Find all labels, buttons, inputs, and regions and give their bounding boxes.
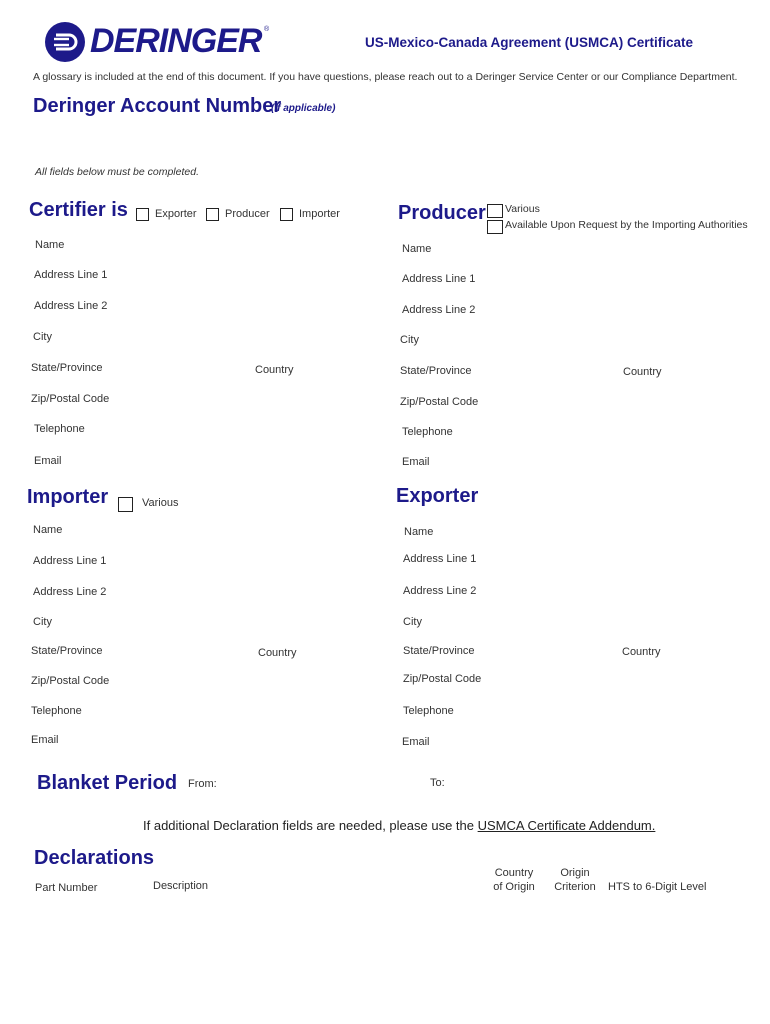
certifier-zip-label: Zip/Postal Code <box>31 393 110 405</box>
exporter-email-label: Email <box>402 736 430 748</box>
exporter-telephone-label: Telephone <box>403 705 454 717</box>
producer-various-checkbox[interactable] <box>487 204 503 218</box>
importer-name-label: Name <box>33 524 63 536</box>
producer-zip-label: Zip/Postal Code <box>400 396 479 408</box>
producer-upon-request-checkbox[interactable] <box>487 220 503 234</box>
certifier-email-label: Email <box>34 455 62 467</box>
producer-various-label: Various <box>505 203 540 215</box>
producer-telephone-label: Telephone <box>402 426 453 438</box>
document-title: US-Mexico-Canada Agreement (USMCA) Certificate <box>365 35 694 50</box>
importer-zip-label: Zip/Postal Code <box>31 675 110 687</box>
exporter-title: Exporter <box>396 485 479 507</box>
column-part-number: Part Number <box>35 882 98 894</box>
column-description: Description <box>153 880 209 892</box>
intro-text: A glossary is included at the end of this document. If you have questions, please reach out to a Deringer Service Center or our Compliance Department. <box>33 71 738 83</box>
exporter-state-label: State/Province <box>403 645 475 657</box>
importer-email-label: Email <box>31 734 59 746</box>
importer-country-label: Country <box>258 647 297 659</box>
account-number-field[interactable] <box>350 100 740 114</box>
logo-mark-icon <box>45 22 85 62</box>
producer-state-label: State/Province <box>400 365 472 377</box>
certifier-telephone-label: Telephone <box>34 423 85 435</box>
column-country-of-origin <box>488 866 540 894</box>
certifier-state-label: State/Province <box>31 362 103 374</box>
importer-various-label: Various <box>142 497 179 509</box>
blanket-period-title: Blanket Period <box>37 772 178 794</box>
certifier-importer-checkbox[interactable] <box>280 208 293 221</box>
logo-text: DERINGER <box>90 22 262 60</box>
blanket-to-label: To: <box>430 777 445 789</box>
producer-name-label: Name <box>402 243 432 255</box>
producer-title: Producer <box>398 202 486 224</box>
column-country-line1: Country <box>494 867 534 879</box>
blanket-from-label: From: <box>188 778 217 790</box>
importer-address2-label: Address Line 2 <box>33 586 107 598</box>
importer-telephone-label: Telephone <box>31 705 82 717</box>
producer-address2-label: Address Line 2 <box>402 304 476 316</box>
certifier-producer-checkbox[interactable] <box>206 208 219 221</box>
importer-address1-label: Address Line 1 <box>33 555 107 567</box>
column-criterion-line2: Criterion <box>554 881 596 893</box>
blanket-from-field[interactable] <box>220 776 390 790</box>
blanket-to-field[interactable] <box>450 776 700 790</box>
exporter-address1-label: Address Line 1 <box>403 553 477 565</box>
producer-address1-label: Address Line 1 <box>402 273 476 285</box>
certifier-title: Certifier is <box>29 199 128 221</box>
exporter-name-label: Name <box>404 526 434 538</box>
column-hts: HTS to 6-Digit Level <box>608 881 707 893</box>
certifier-address1-label: Address Line 1 <box>34 269 108 281</box>
account-number-note: (If applicable) <box>271 103 336 114</box>
certifier-producer-label: Producer <box>225 208 270 220</box>
certifier-city-label: City <box>33 331 52 343</box>
certifier-exporter-checkbox[interactable] <box>136 208 149 221</box>
certifier-importer-label: Importer <box>299 208 340 220</box>
exporter-address2-label: Address Line 2 <box>403 585 477 597</box>
producer-email-label: Email <box>402 456 430 468</box>
certifier-name-label: Name <box>35 239 65 251</box>
account-number-title: Deringer Account Number <box>33 95 282 117</box>
addendum-note <box>143 818 655 833</box>
exporter-zip-label: Zip/Postal Code <box>403 673 482 685</box>
exporter-country-label: Country <box>622 646 661 658</box>
column-origin-criterion <box>549 866 601 894</box>
column-country-line2: of Origin <box>493 881 535 893</box>
logo-trademark: ® <box>264 26 270 33</box>
producer-city-label: City <box>400 334 419 346</box>
producer-country-label: Country <box>623 366 662 378</box>
certifier-exporter-label: Exporter <box>155 208 197 220</box>
exporter-city-label: City <box>403 616 422 628</box>
certifier-address2-label: Address Line 2 <box>34 300 108 312</box>
importer-title: Importer <box>27 486 109 508</box>
certifier-country-label: Country <box>255 364 294 376</box>
addendum-text: If additional Declaration fields are needed, please use the <box>143 818 478 833</box>
importer-city-label: City <box>33 616 52 628</box>
producer-upon-request-label: Available Upon Request by the Importing Authorities <box>505 219 748 231</box>
column-criterion-line1: Origin <box>560 867 590 879</box>
all-fields-note: All fields below must be completed. <box>35 166 199 178</box>
addendum-link[interactable]: USMCA Certificate Addendum. <box>477 818 656 833</box>
declarations-title: Declarations <box>34 847 155 869</box>
importer-state-label: State/Province <box>31 645 103 657</box>
importer-various-checkbox[interactable] <box>118 497 133 512</box>
